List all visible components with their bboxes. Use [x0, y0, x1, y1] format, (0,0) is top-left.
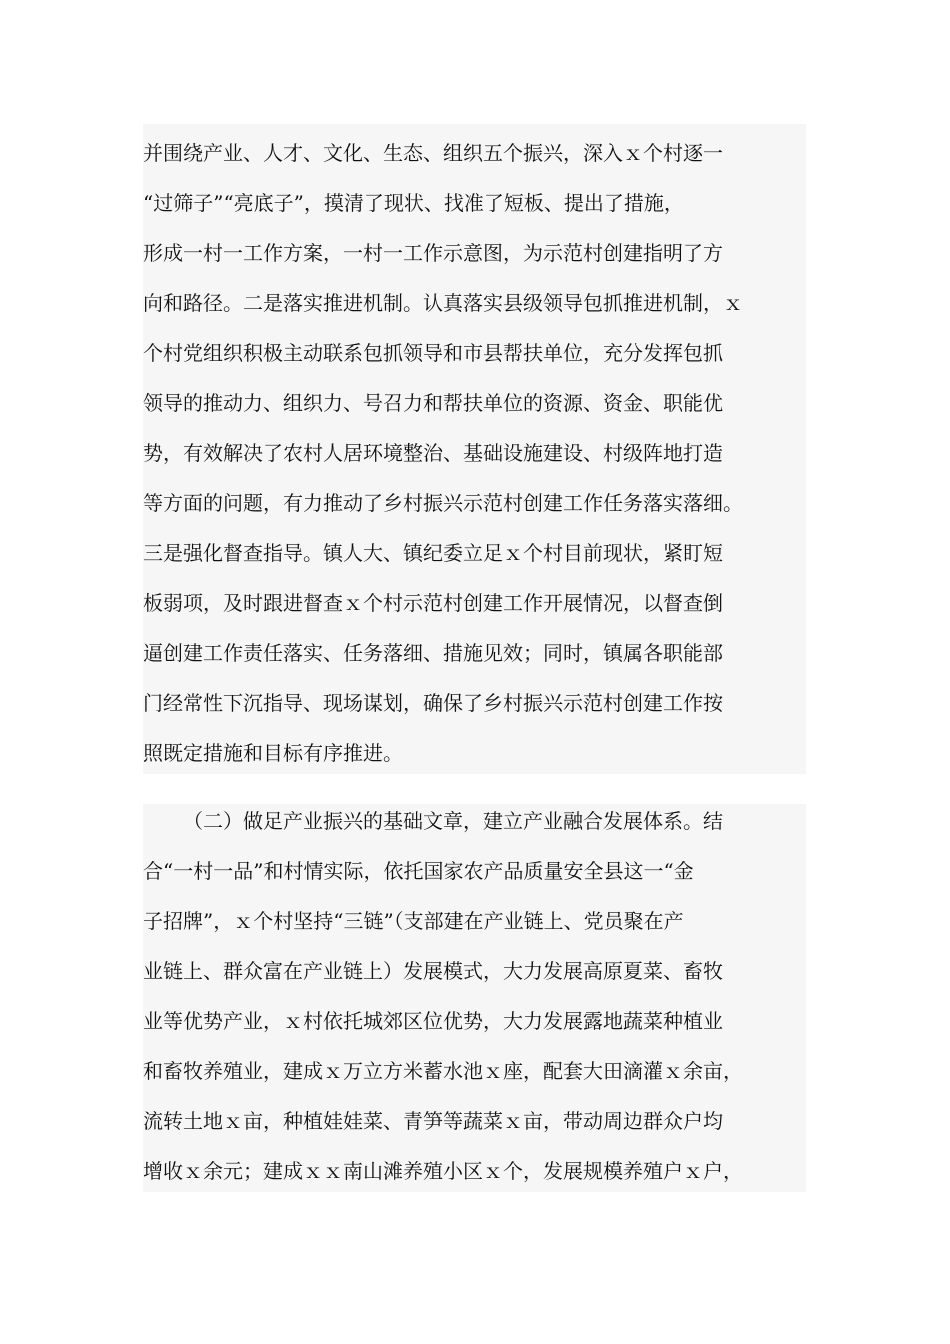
text-line: （二）做足产业振兴的基础文章，建立产业融合发展体系。结	[183, 809, 723, 833]
text-line: 形成一村一工作方案，一村一工作示意图，为示范村创建指明了方	[143, 241, 723, 265]
text-line: 流转土地ｘ亩，种植娃娃菜、青笋等蔬菜ｘ亩，带动周边群众户均	[143, 1109, 723, 1133]
text-line: 合“一村一品”和村情实际，依托国家农产品质量安全县这一“金	[143, 859, 694, 883]
text-line: 向和路径。二是落实推进机制。认真落实县级领导包抓推进机制，ｘ	[143, 291, 743, 315]
text-line: 个村党组织积极主动联系包抓领导和市县帮扶单位，充分发挥包抓	[143, 341, 723, 365]
text-line: 板弱项，及时跟进督查ｘ个村示范村创建工作开展情况，以督查倒	[143, 591, 723, 615]
text-line: 和畜牧养殖业，建成ｘ万立方米蓄水池ｘ座，配套大田滴灌ｘ余亩，	[143, 1059, 743, 1083]
text-line: 三是强化督查指导。镇人大、镇纪委立足ｘ个村目前现状，紧盯短	[143, 541, 723, 565]
text-line: 照既定措施和目标有序推进。	[143, 741, 403, 765]
text-line: 并围绕产业、人才、文化、生态、组织五个振兴，深入ｘ个村逐一	[143, 141, 723, 165]
text-line: 增收ｘ余元；建成ｘｘ南山滩养殖小区ｘ个，发展规模养殖户ｘ户，	[143, 1159, 743, 1183]
text-line: 子招牌”，ｘ个村坚持“三链”（支部建在产业链上、党员聚在产	[143, 909, 684, 933]
text-line: 业等优势产业，ｘ村依托城郊区位优势，大力发展露地蔬菜种植业	[143, 1009, 723, 1033]
text-line: 领导的推动力、组织力、号召力和帮扶单位的资源、资金、职能优	[143, 391, 723, 415]
text-line: 逼创建工作责任落实、任务落细、措施见效；同时，镇属各职能部	[143, 641, 723, 665]
text-line: 业链上、群众富在产业链上）发展模式，大力发展高原夏菜、畜牧	[143, 959, 723, 983]
text-line: “过筛子”“亮底子”，摸清了现状、找准了短板、提出了措施，	[143, 191, 684, 215]
text-line: 势，有效解决了农村人居环境整治、基础设施建设、村级阵地打造	[143, 441, 723, 465]
text-line: 等方面的问题，有力推动了乡村振兴示范村创建工作任务落实落细。	[143, 491, 743, 515]
text-line: 门经常性下沉指导、现场谋划，确保了乡村振兴示范村创建工作按	[143, 691, 723, 715]
